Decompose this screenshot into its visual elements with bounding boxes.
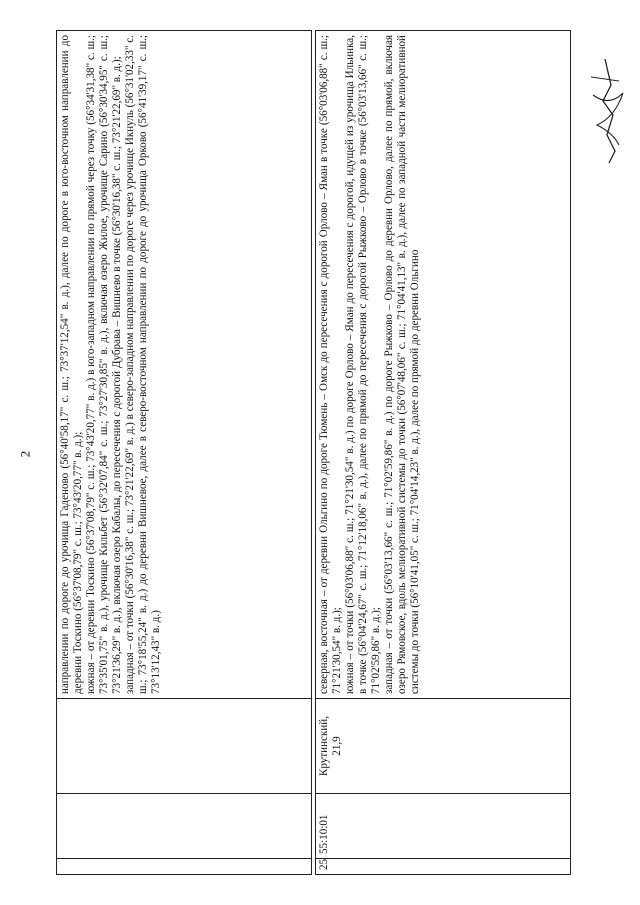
cadastral-code: 55:10:01	[316, 794, 571, 859]
boundary-line: западная – от точки (56°30'16,38" с. ш.; 73°21'22,69" в. д.) в северо-западном направлении по дороге через урочище Икнуль (56°31'02,33" с. ш.; 73°18'55,24" в. д.) до деревни Вишневое, далее в северо-восточном направлении по дороге до урочища Орково (56°41'39,17" с. ш.; 73°13'12,43" в. д.)	[123, 35, 162, 694]
table-row	[316, 31, 571, 875]
boundary-description	[316, 31, 571, 699]
row-number	[57, 859, 312, 875]
handwritten-signature	[585, 55, 630, 165]
boundary-line: направлении по дороге до урочища Гаденово (56°40'58,17" с. ш.; 73°37'12,54" в. д.), далее по дороге в юго-восточном направлении до деревни Тоскино (56°37'08,79" с. ш.; 73°43'20,77" в. д.);	[59, 35, 84, 694]
boundary-line: западная – от точки (56°03'13,66" с. ш.; 71°02'59,86" в. д.) по дороге Рыжково – Орлово до деревни Орлово, далее по прямой, включая озеро Рямовское, вдоль мелиоративной системы до точки (56°07'48,06" с. ш.; 71°04'41,13" в. д.), далее по западной части мелиоративной системы до точки (56°10'41,05" с. ш.; 71°04'14,23" в. д.), далее по прямой до деревни Ольгино	[382, 35, 421, 694]
cadastral-code	[57, 794, 312, 859]
boundary-description	[57, 31, 312, 699]
district-area: 21,9	[330, 736, 343, 756]
boundary-line: северная, восточная – от деревни Ольгино по дороге Тюмень – Омск до пересечения с дорогой Орлово – Яман в точке (56°03'06,88" с. ш.; 71°21'30,54" в. д.);	[318, 35, 343, 694]
boundary-line: южная – от деревни Тоскино (56°37'08,79" с. ш.; 73°43'20,77" в. д.) в юго-западном направлении по прямой через точку (56°34'31,38" с. ш.; 73°35'01,75" в. д.), урочище Кильбет (56°32'07,84" с. ш.; 73°27'30,85" в. д.), включая озеро Жилое, урочище Сарино (56°30'34,95" с. ш.; 73°21'36,29" в. д.), включая озеро Кабалы, до пересечения с дорогой Дубрава – Вишнево в точке (56°30'16,38" с. ш.; 73°21'22,69" в. д.);	[84, 35, 123, 694]
zones-table	[56, 30, 571, 875]
row-number: 25	[316, 859, 571, 875]
page-number: 2	[17, 450, 33, 458]
district-cell	[316, 699, 571, 794]
district-cell	[57, 699, 312, 794]
district-name: Крутинский,	[318, 715, 330, 777]
table-row	[57, 31, 312, 875]
boundary-line: южная – от точки (56°03'06,88" с. ш.; 71°21'30,54" в. д.) по дороге Орлово – Яман до пересечения с дорогой, идущей из урочища Ильинка, в точке (56°04'24,67" с. ш.; 71°12'18,06" в. д.), далее по прямой до пересечения с дорогой Рыжково – Орлово в точке (56°03'13,66" с. ш.; 71°02'59,86" в. д.);	[343, 35, 382, 694]
